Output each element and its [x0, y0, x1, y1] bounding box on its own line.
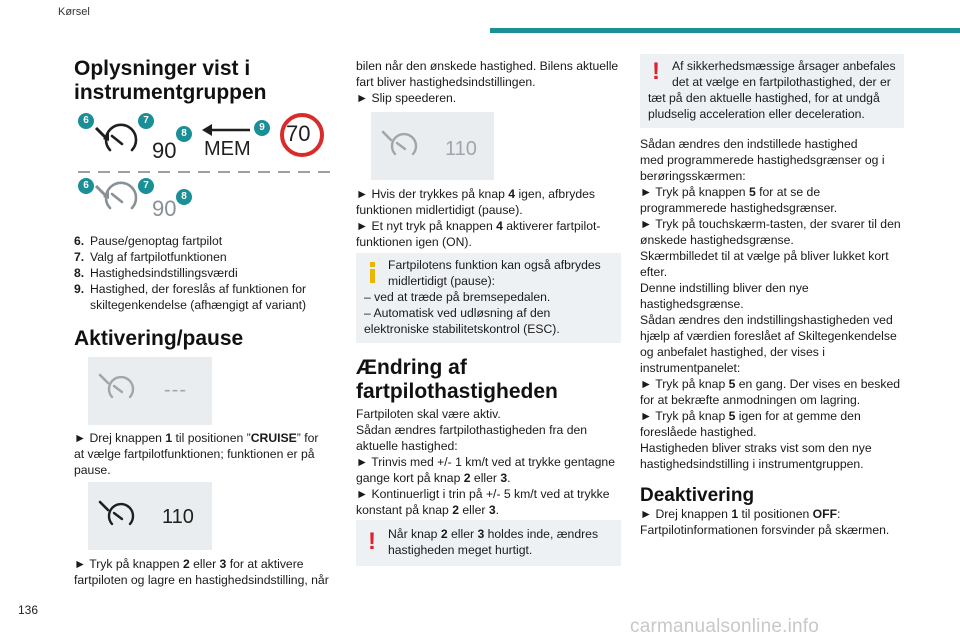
speed-dim-value: 90 — [152, 196, 177, 221]
section-title-display: Oplysninger vist i instrumentgruppen — [74, 57, 267, 104]
legend-item: 7. Valg af fartpilotfunktionen — [74, 250, 227, 264]
mem-label: MEM — [204, 138, 251, 160]
display-thumbnail-paused — [88, 357, 212, 425]
paragraph-activation: ► Drej knappen 1 til positionen ”CRUISE” for at vælge fartpilotfunktionen; funktionen er på pause. — [74, 431, 319, 477]
cruise-gauge-icon — [106, 125, 136, 150]
text-line: ► Tryk på knap 5 en gang. Der vises en besked — [640, 377, 901, 391]
callout-badge-7: 7 — [138, 113, 154, 129]
text-line: foreslåede hastighed. — [640, 425, 757, 439]
legend-item: 8. Hastighedsindstillingsværdi — [74, 266, 238, 280]
text-line: hastighedsgrænse. — [640, 297, 744, 311]
warning-exclamation-icon: ! — [652, 58, 660, 85]
text-line: ► Tryk på knappen 5 for at se de — [640, 185, 821, 199]
text-line: Skærmbilledet til at vælge på bliver lukket kort — [640, 249, 889, 263]
callout-badge-7b: 7 — [138, 178, 154, 194]
text-line: Sådan ændres den indstillede hastighed — [640, 137, 858, 151]
legend-list — [74, 233, 334, 313]
text-line: hastighedsindstilling i instrumentgruppen. — [640, 457, 864, 471]
speed-value: 90 — [152, 138, 177, 163]
heading-deactivation: Deaktivering — [640, 485, 755, 506]
warning-note-box: ! Når knap 2 eller 3 holdes inde, ændres hastigheden meget hurtigt. — [356, 520, 621, 566]
paragraph-deactivation: ► Drej knappen 1 til positionen OFF: Fartpilotinformationen forsvinder på skærmen. — [640, 507, 890, 537]
legend-item: 9. Hastighed, der foreslås af funktionen for skiltegenkendelse (afhængigt af variant) — [74, 282, 307, 312]
callout-badge-8b: 8 — [176, 189, 192, 205]
cruise-gauge-dim-icon — [88, 357, 212, 425]
heading-activation: Aktivering/pause — [74, 327, 244, 350]
text-line: ► Tryk på touchskærm-tasten, der svarer til den — [640, 217, 901, 231]
paragraph-activate-store: ► Tryk på knappen 2 eller 3 for at aktivere fartpiloten og lagre en hastighedsindstilling, når — [74, 557, 329, 587]
cruise-gauge-dim-icon — [106, 183, 136, 208]
callout-badge-6: 6 — [78, 113, 94, 129]
warning-exclamation-icon: ! — [368, 528, 376, 555]
text-line: instrumentpanelet: — [640, 361, 741, 375]
text-line: ønskede hastighedsgrænse. — [640, 233, 794, 247]
callout-badge-6b: 6 — [78, 178, 94, 194]
text-line: berøringsskærmen: — [640, 169, 746, 183]
text-line: Hastigheden bliver straks vist som den nye — [640, 441, 872, 455]
thumb-value: --- — [164, 379, 187, 401]
text-line: og anbefalet hastighed, der vises i — [640, 345, 825, 359]
pause-arrow-dim-icon — [96, 186, 106, 196]
paragraph-pause: ► Hvis der trykkes på knap 4 igen, afbrydes funktionen midlertidigt (pause). ► Et nyt tryk på knappen 4 aktiverer fartpilot- funktionen igen (ON). — [356, 187, 601, 249]
pause-arrow-icon — [96, 128, 106, 138]
callout-badge-8: 8 — [176, 126, 192, 142]
instrument-display-illustration — [76, 110, 336, 220]
info-icon — [370, 262, 375, 283]
text-line: hjælp af værdien foreslået af Skiltegenkendelse — [640, 329, 897, 343]
page-number: 136 — [18, 603, 39, 617]
paragraph-change-speed: Fartpiloten skal være aktiv. Sådan ændres fartpilothastigheden fra den aktuelle hastighed: ► Trinvis med +/- 1 km/t ved at trykke gentagne gange kort på knap 2 eller 3. ► Kontinuerligt i trin på +/- 5 km/t ved at trykke konstant på knap 2 eller 3. — [356, 407, 615, 517]
display-thumbnail-paused-speed — [371, 112, 494, 180]
text-line: med programmerede hastighedsgrænser og i — [640, 153, 885, 167]
display-thumbnail-active — [88, 482, 212, 550]
text-line: programmerede hastighedsgrænser. — [640, 201, 838, 215]
text-line: Denne indstilling bliver den nye — [640, 281, 809, 295]
header-accent-bar — [490, 28, 960, 33]
thumb-value: 110 — [162, 506, 194, 528]
text-line: Sådan ændres den indstillingshastigheden ved — [640, 313, 893, 327]
warning-note-box-safety: ! Af sikkerhedsmæssige årsager anbefales det at vælge en fartpilothastighed, der er tæt på den aktuelle hastighed, for at undgå pludselig acceleration eller deceleration. — [640, 54, 904, 128]
paragraph-programmed-limits — [640, 136, 915, 472]
text-line: ► Tryk på knap 5 igen for at gemme den — [640, 409, 861, 423]
thumb-value: 110 — [445, 138, 477, 160]
text-line: for at bekræfte anmodningen om lagring. — [640, 393, 861, 407]
heading-change-speed: Ændring af fartpilothastigheden — [356, 356, 558, 403]
speed-limit-value: 70 — [286, 121, 311, 146]
callout-badge-9: 9 — [254, 120, 270, 136]
info-note-box: Fartpilotens funktion kan også afbrydes midlertidigt (pause): – ved at træde på bremsepedalen. – Automatisk ved udløsning af den elektroniske stabilitetskontrol (ESC). — [356, 253, 621, 343]
paragraph-continue: bilen når den ønskede hastighed. Bilens aktuelle fart bliver hastighedsindstillingen. ► Slip speederen. — [356, 59, 619, 105]
legend-item: 6. Pause/genoptag fartpilot — [74, 234, 223, 248]
text-line: efter. — [640, 265, 668, 279]
running-header: Kørsel — [58, 6, 90, 18]
watermark: carmanualsonline.info — [630, 616, 820, 637]
